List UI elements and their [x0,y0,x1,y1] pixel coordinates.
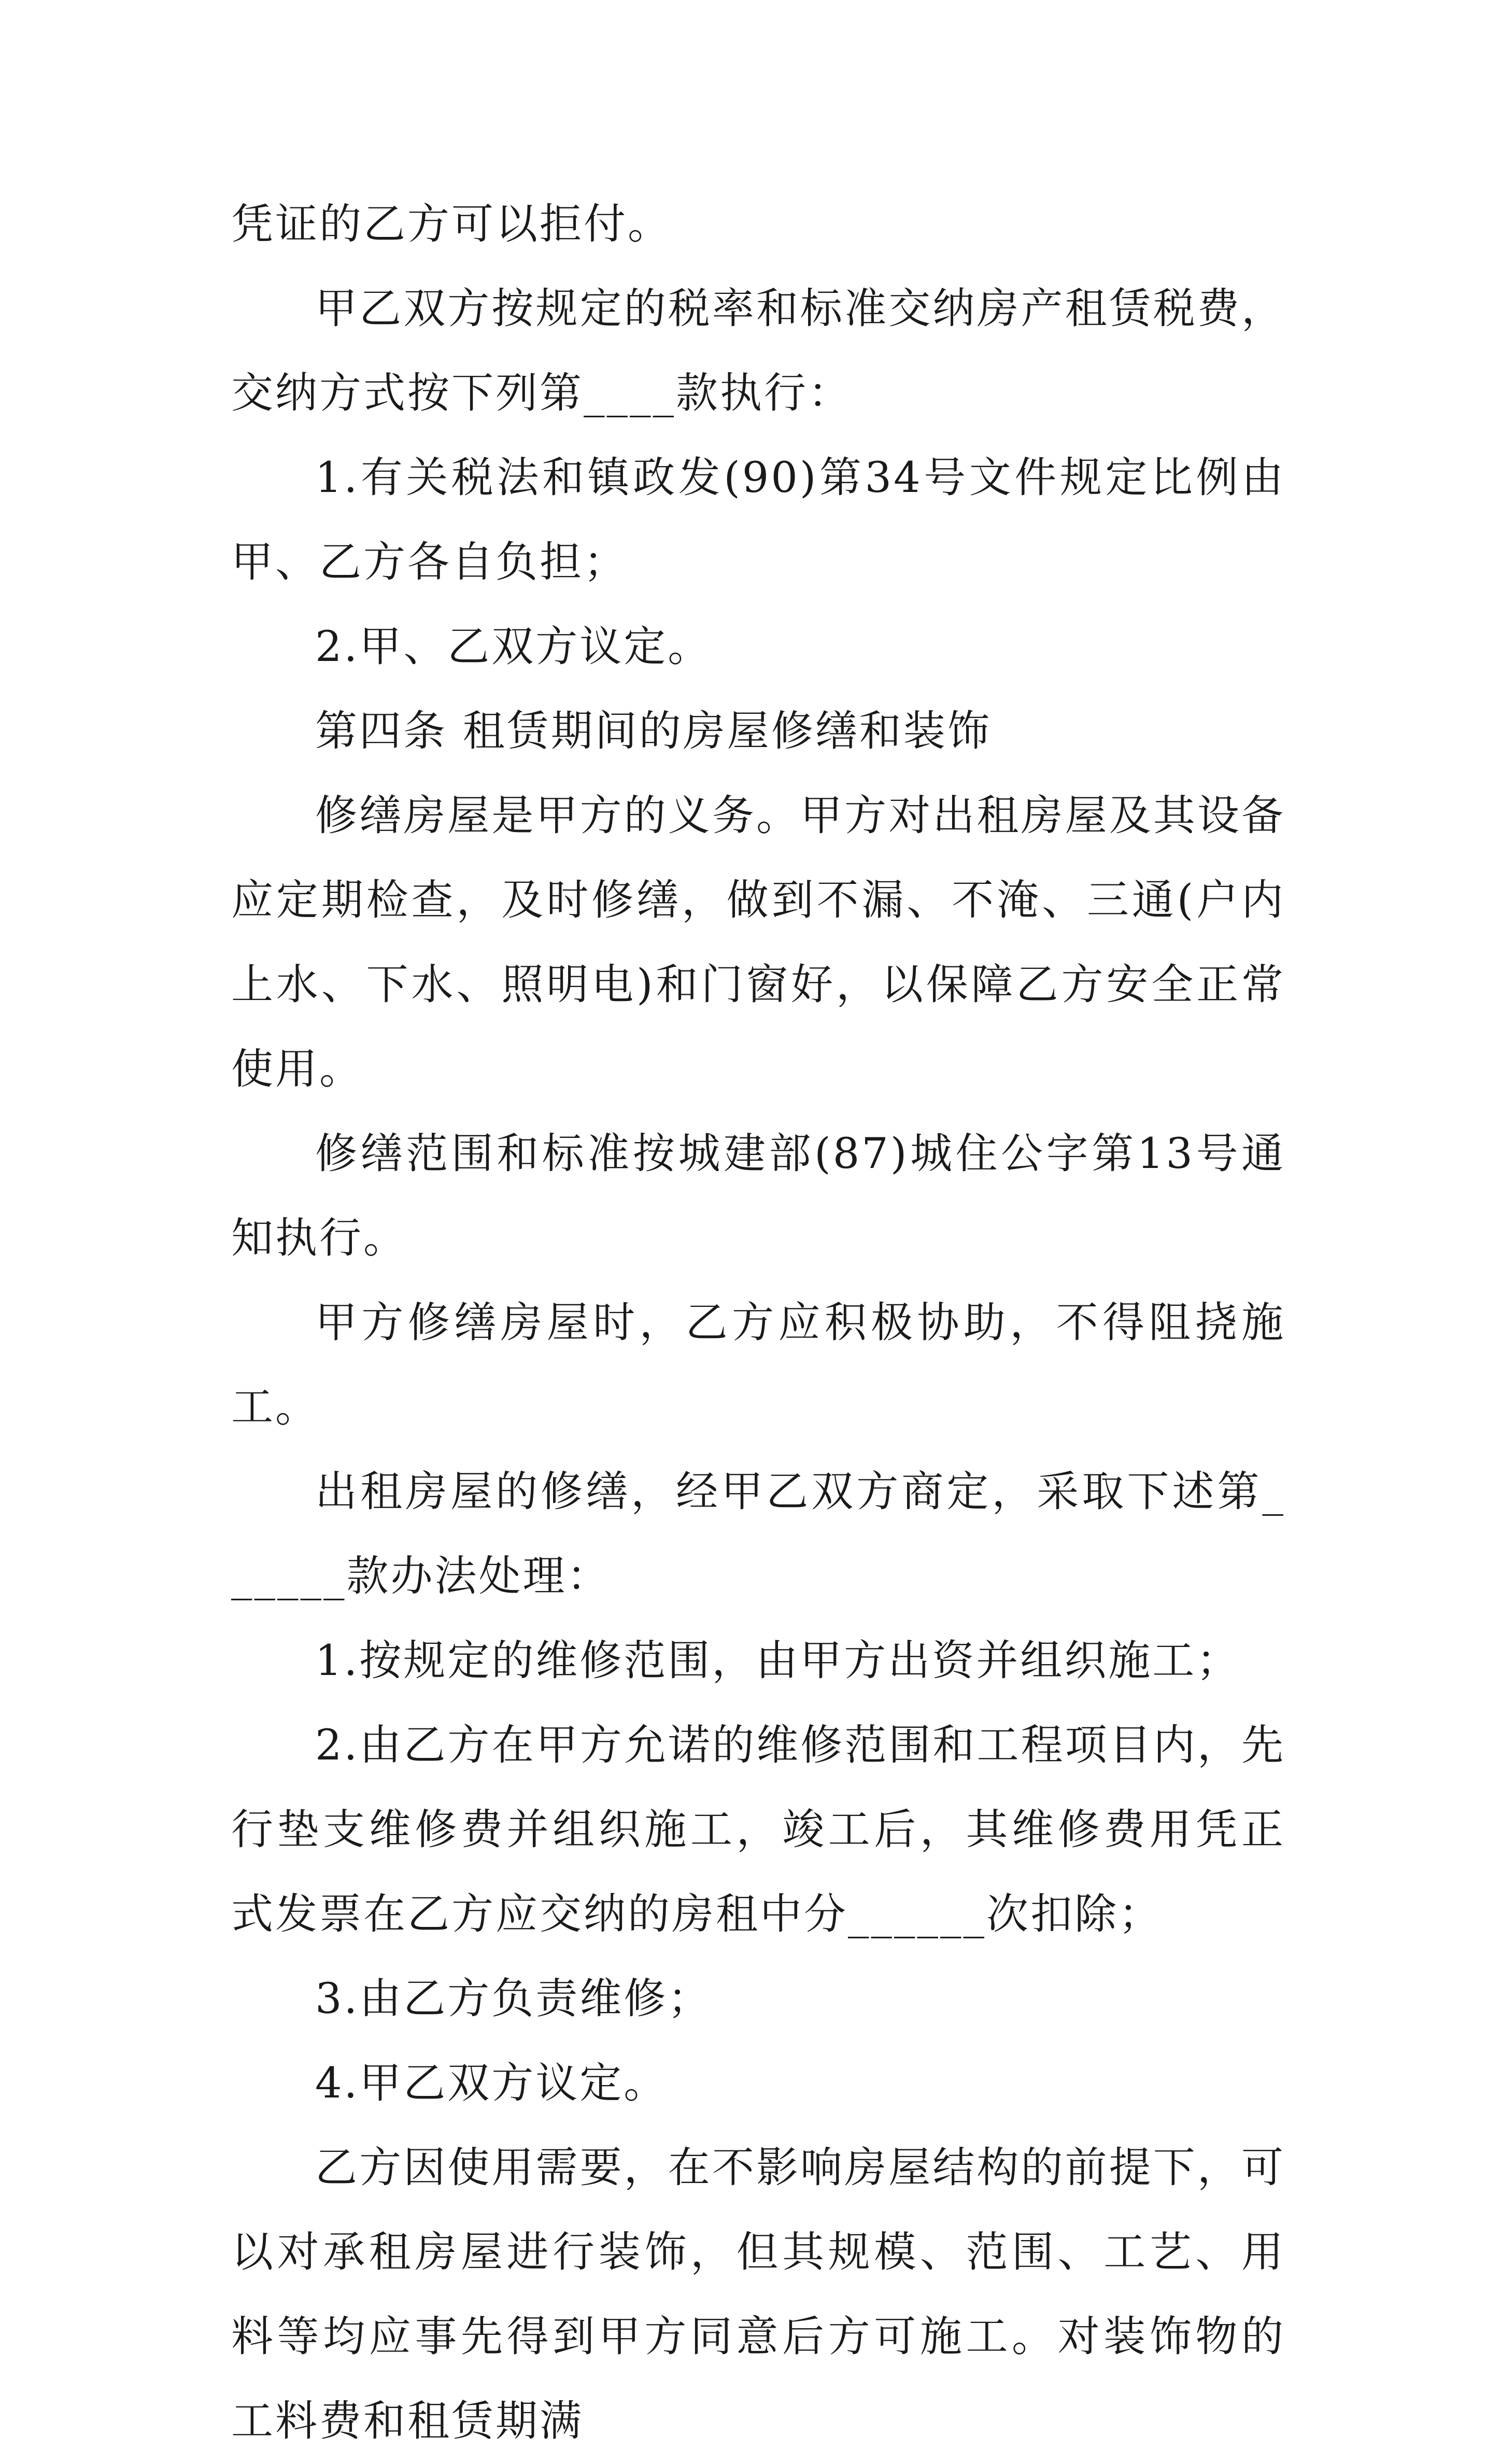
paragraph-repair-method: 出租房屋的修缮，经甲乙双方商定，采取下述第______款办法处理： [231,1468,1285,1601]
paragraph-repair-duty: 修缮房屋是甲方的义务。甲方对出租房屋及其设备应定期检查，及时修缮，做到不漏、不淹、三通(户内上水、下水、照明电)和门窗好，以保障乙方安全正常使用。 [231,792,1285,1094]
article-heading-4: 第四条 租赁期间的房屋修缮和装饰 [315,707,992,756]
paragraph-tax-option-1: 1.有关税法和镇政发(90)第34号文件规定比例由甲、乙方各自负担； [231,454,1285,587]
paragraph-repair-option-3: 3.由乙方负责维修； [315,1975,712,2023]
paragraph-repair-scope: 修缮范围和标准按城建部(87)城住公字第13号通知执行。 [231,1130,1285,1263]
paragraph-repair-cooperation: 甲方修缮房屋时，乙方应积极协助，不得阻挠施工。 [231,1299,1285,1432]
paragraph-repair-option-4: 4.甲乙双方议定。 [315,2059,668,2108]
paragraph-repair-option-2: 2.由乙方在甲方允诺的维修范围和工程项目内，先行垫支维修费并组织施工，竣工后，其维修费用凭正式发票在乙方应交纳的房租中分______次扣除； [231,1721,1285,1939]
paragraph-tax-option-2: 2.甲、乙双方议定。 [315,623,712,671]
paragraph-decoration: 乙方因使用需要，在不影响房屋结构的前提下，可以对承租房屋进行装饰，但其规模、范围、工艺、用料等均应事先得到甲方同意后方可施工。对装饰物的工料费和租赁期满 [231,2144,1285,2446]
paragraph-tax-payment: 甲乙双方按规定的税率和标准交纳房产租赁税费，交纳方式按下列第____款执行： [231,285,1285,418]
paragraph-repair-option-1: 1.按规定的维修范围，由甲方出资并组织施工； [315,1637,1241,1685]
paragraph-continuation: 凭证的乙方可以拒付。 [231,200,672,249]
